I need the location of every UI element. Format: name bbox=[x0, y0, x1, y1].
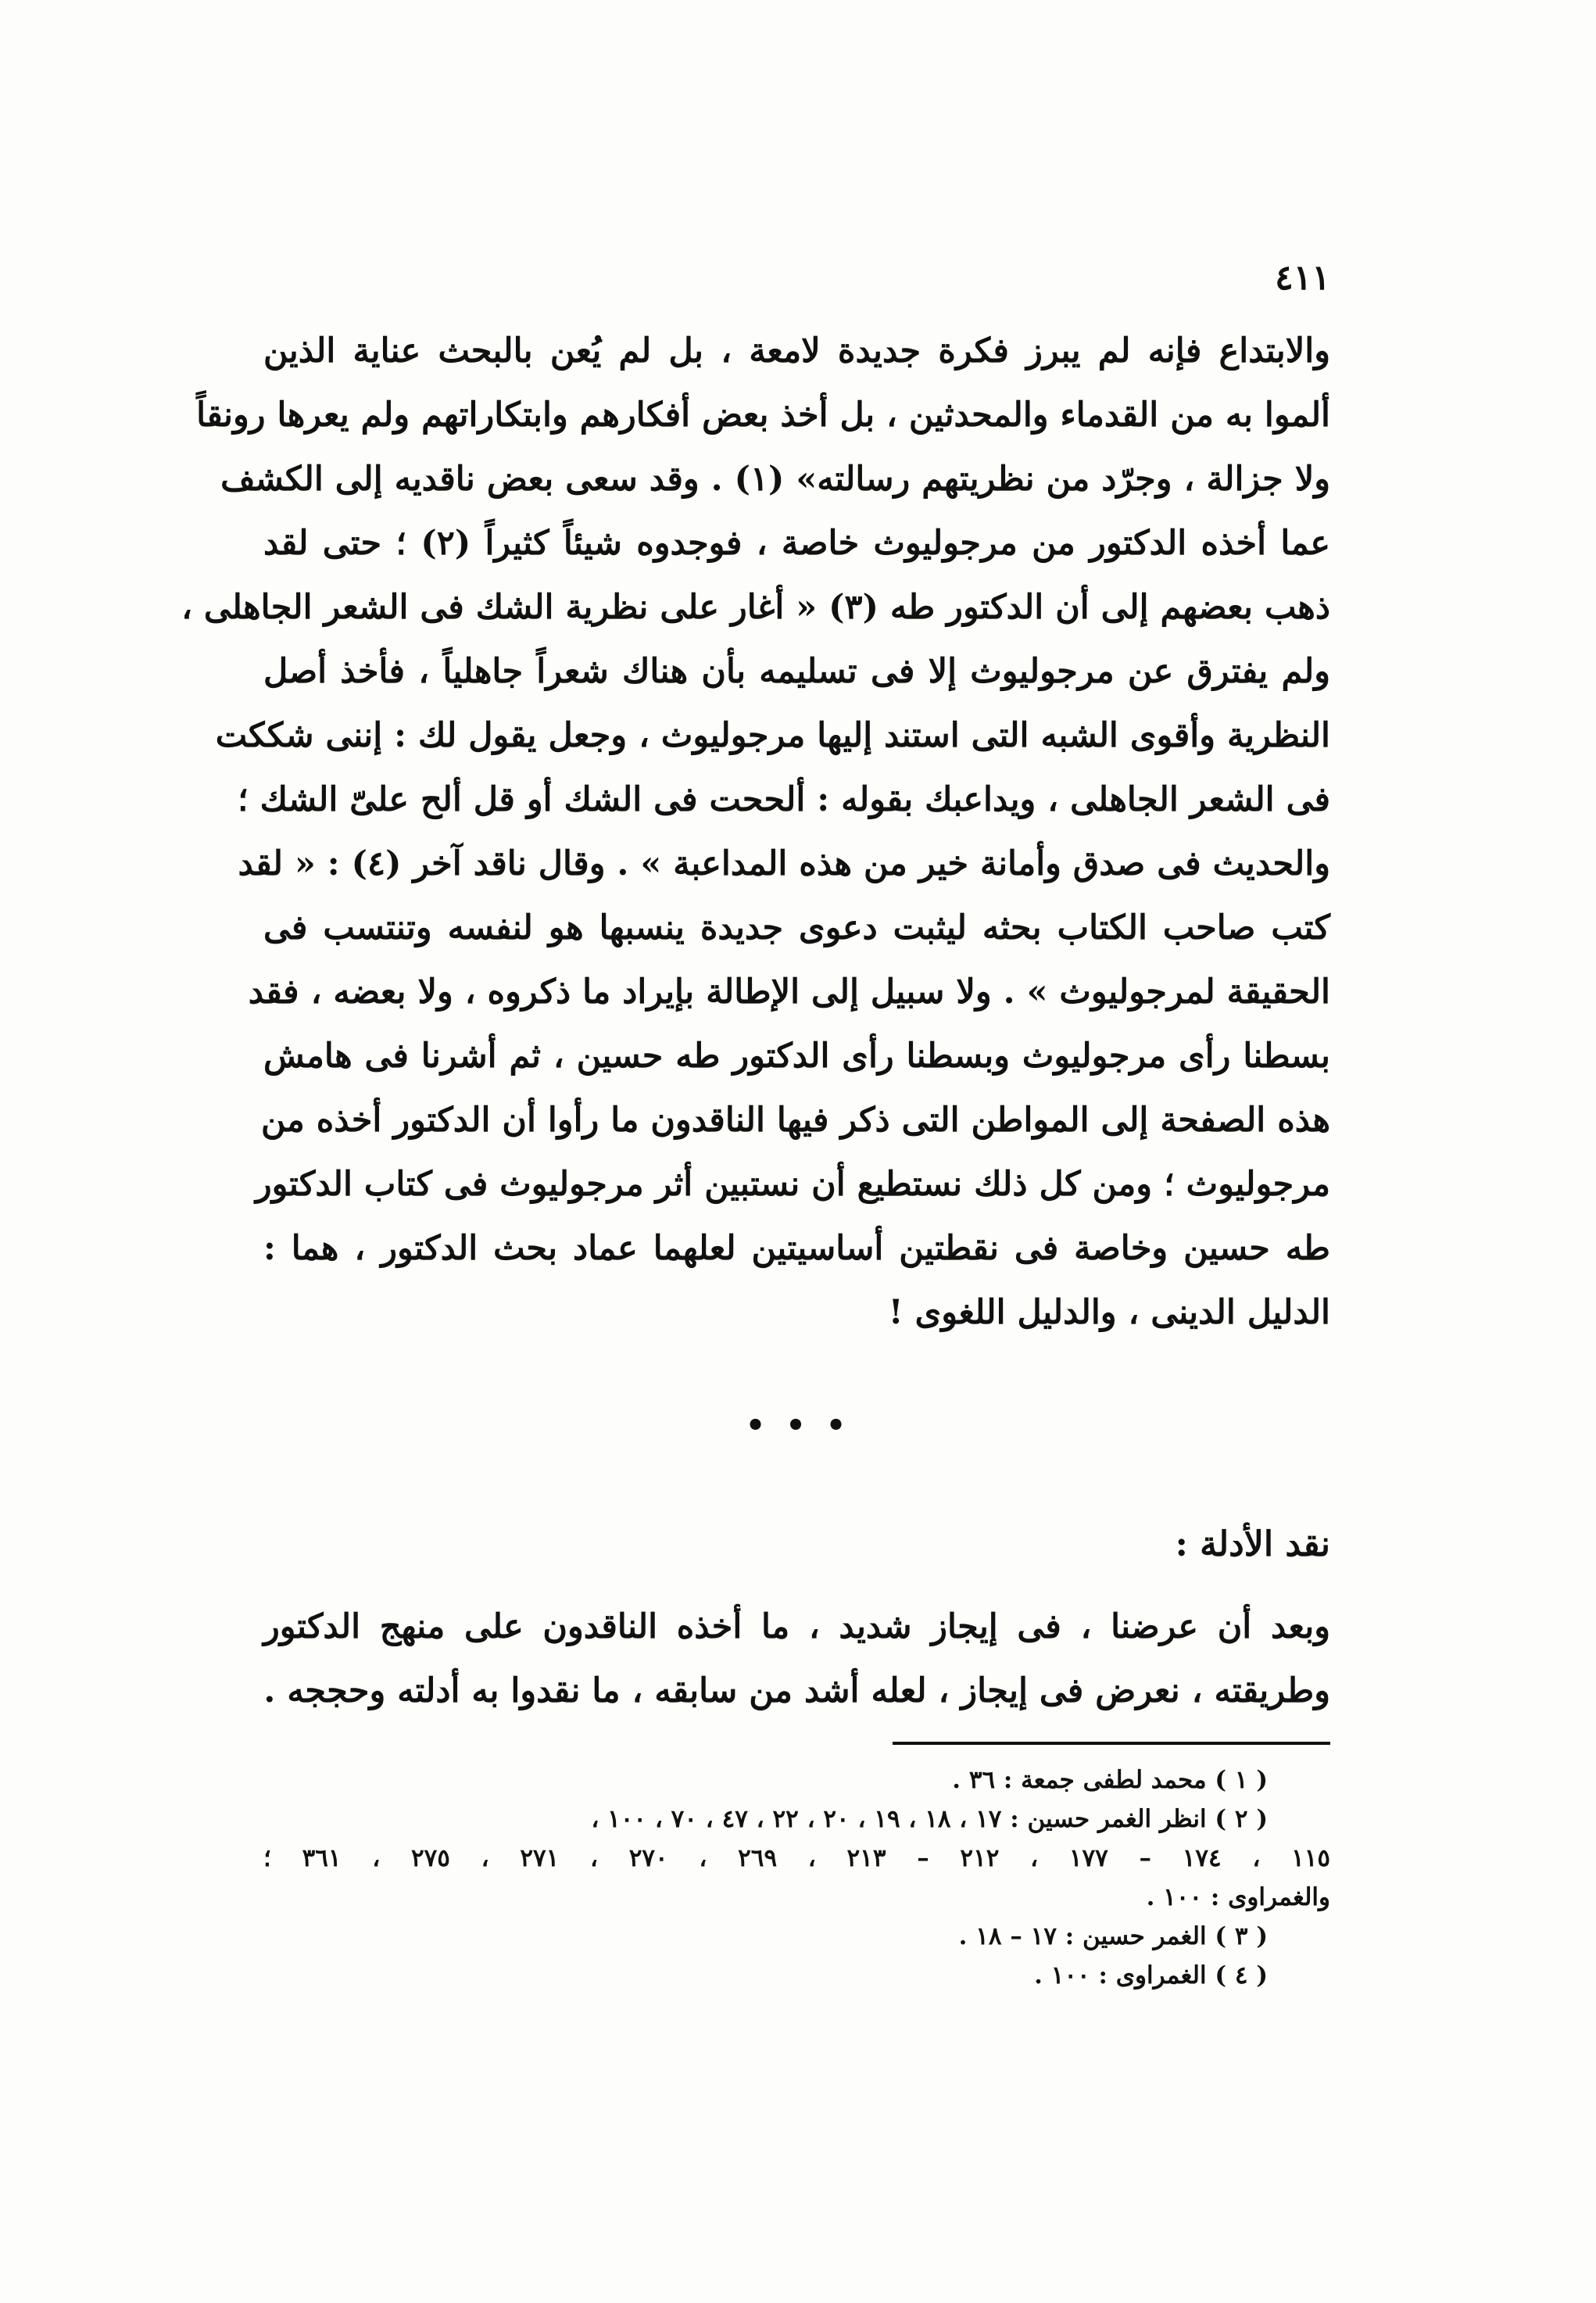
section-paragraph bbox=[263, 1595, 1330, 1723]
body-line: الحقيقة لمرجوليوث » . ولا سبيل إلى الإطالة بإيراد ما ذكروه ، ولا بعضه ، فقد bbox=[248, 972, 1330, 1012]
footnotes bbox=[263, 1760, 1330, 1995]
footnote-line: ١١٥ ، ١٧٤ – ١٧٧ ، ٢١٢ – ٢١٣ ، ٢٦٩ ، ٢٧٠ ، ٢٧١ ، ٢٧٥ ، ٣٦١ ؛ bbox=[263, 1844, 1331, 1872]
page-number: ٤١١ bbox=[1275, 258, 1330, 298]
body-line: مرجوليوث ؛ ومن كل ذلك نستطيع أن نستبين أثر مرجوليوث فى كتاب الدكتور bbox=[255, 1165, 1330, 1204]
body-line: ولم يفترق عن مرجوليوث إلا فى تسليمه بأن هناك شعراً جاهلياً ، فأخذ أصل bbox=[263, 652, 1330, 691]
footnote-line: والغمراوى : ١٠٠ . bbox=[1146, 1883, 1330, 1911]
section-separator: • • • bbox=[745, 1407, 851, 1444]
body-line: والابتداع فإنه لم يبرز فكرة جديدة لامعة ، بل لم يُعن بالبحث عناية الذين bbox=[263, 331, 1330, 371]
body-line: ألموا به من القدماء والمحدثين ، بل أخذ بعض أفكارهم وابتكاراتهم ولم يعرها رونقاً bbox=[196, 396, 1330, 435]
body-line: عما أخذه الدكتور من مرجوليوث خاصة ، فوجدوه شيئاً كثيراً (٢) ؛ حتى لقد bbox=[263, 524, 1330, 563]
body-paragraph bbox=[181, 319, 1330, 1345]
body-line: فى الشعر الجاهلى ، ويداعبك بقوله : ألححت فى الشك أو قل ألح علىّ الشك ؛ bbox=[238, 780, 1330, 819]
body-line: كتب صاحب الكتاب بحثه ليثبت دعوى جديدة ينسبها هو لنفسه وتنتسب فى bbox=[263, 908, 1330, 947]
footnote-line: ( ٣ ) الغمر حسين : ١٧ – ١٨ . bbox=[958, 1922, 1268, 1950]
body-line: الدليل الدينى ، والدليل اللغوى ! bbox=[888, 1293, 1330, 1332]
footnote-line: ( ٢ ) انظر الغمر حسين : ١٧ ، ١٨ ، ١٩ ، ٢٠ ، ٢٢ ، ٤٧ ، ٧٠ ، ١٠٠ ، bbox=[591, 1805, 1268, 1833]
footnote-line: ( ١ ) محمد لطفى جمعة : ٣٦ . bbox=[952, 1766, 1268, 1794]
body-line: النظرية وأقوى الشبه التى استند إليها مرجوليوث ، وجعل يقول لك : إننى شككت bbox=[215, 716, 1330, 755]
body-line: وطريقته ، نعرض فى إيجاز ، لعله أشد من سابقه ، ما نقدوا به أدلته وحججه . bbox=[263, 1671, 1330, 1710]
body-line: طه حسين وخاصة فى نقطتين أساسيتين لعلهما عماد بحث الدكتور ، هما : bbox=[263, 1229, 1330, 1268]
section-heading: نقد الأدلة : bbox=[1175, 1524, 1330, 1564]
body-line: هذه الصفحة إلى المواطن التى ذكر فيها الناقدون ما رأوا أن الدكتور أخذه من bbox=[261, 1101, 1330, 1140]
body-line: بسطنا رأى مرجوليوث وبسطنا رأى الدكتور طه حسين ، ثم أشرنا فى هامش bbox=[263, 1037, 1330, 1076]
footnote-divider bbox=[893, 1742, 1330, 1745]
body-line: ولا جزالة ، وجرّد من نظريتهم رسالته» (١) . وقد سعى بعض ناقديه إلى الكشف bbox=[220, 460, 1330, 499]
footnote-line: ( ٤ ) الغمراوى : ١٠٠ . bbox=[1034, 1961, 1268, 1990]
body-line: والحديث فى صدق وأمانة خير من هذه المداعبة » . وقال ناقد آخر (٤) : « لقد bbox=[238, 844, 1330, 883]
body-line: وبعد أن عرضنا ، فى إيجاز شديد ، ما أخذه الناقدون على منهج الدكتور bbox=[263, 1607, 1330, 1646]
body-line: ذهب بعضهم إلى أن الدكتور طه (٣) « أغار على نظرية الشك فى الشعر الجاهلى ، bbox=[181, 588, 1330, 627]
